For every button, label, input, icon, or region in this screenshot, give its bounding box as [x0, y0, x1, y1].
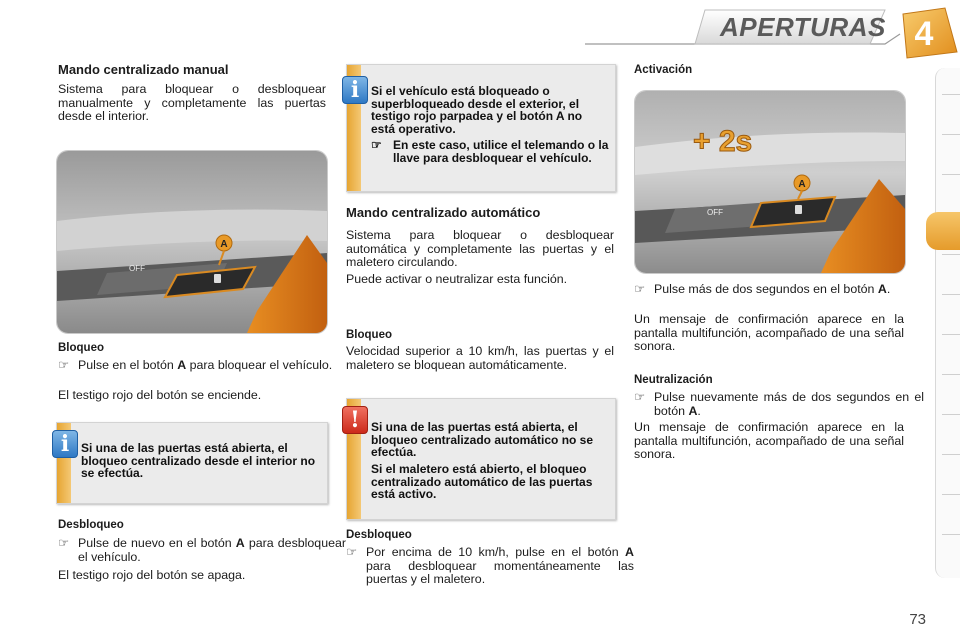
bloqueo-instruction-left: ☞ Pulse en el botón A para bloquear el vehículo. [58, 358, 333, 372]
hand-pointer-icon: ☞ [58, 358, 70, 372]
svg-text:OFF: OFF [129, 264, 145, 273]
button-a-label: A [220, 239, 228, 250]
activacion-instruction: ☞ Pulse más de dos segundos en el botón A. [634, 282, 891, 296]
hand-pointer-icon: ☞ [58, 536, 70, 550]
activacion-text: Un mensaje de confirmación aparece en la pantalla multifunción, acompañado de una señal sonora. [634, 312, 904, 353]
door-panel-image-right [634, 90, 906, 274]
neutralizacion-heading: Neutralización [634, 374, 713, 386]
activacion-heading: Activación [634, 64, 693, 76]
bloqueo-heading-left: Bloqueo [58, 342, 104, 354]
desbloqueo-heading-middle: Desbloqueo [346, 529, 412, 541]
hand-pointer-icon: ☞ [371, 138, 382, 152]
info-note-middle: Si el vehículo está bloqueado o superbloqueado desde el exterior, el testigo rojo parpadea y el botón A no está operativo. ☞ En este caso, utilice el telemando o la llave para desbloquear el vehículo. [346, 64, 616, 192]
hand-pointer-icon: ☞ [634, 390, 646, 404]
desbloqueo-heading-left: Desbloqueo [58, 519, 124, 531]
active-chapter-tab [926, 212, 960, 250]
section-heading-automatic: Mando centralizado automático [346, 205, 541, 220]
desbloqueo-instruction-middle: ☞ Por encima de 10 km/h, pulse en el botón A para desbloquear momentáneamente las puertas y el maletero. [346, 545, 634, 586]
info-icon: i [342, 76, 368, 104]
chapter-title: APERTURAS [720, 12, 886, 42]
chapter-number: 4 [914, 15, 934, 53]
neutralizacion-text: Un mensaje de confirmación aparece en la pantalla multifunción, acompañado de una señal sonora. [634, 420, 904, 461]
svg-text:OFF: OFF [707, 208, 723, 217]
automatic-intro-2: Puede activar o neutralizar esta función. [346, 272, 568, 286]
hold-duration-overlay: + 2s [693, 125, 753, 158]
manual-intro: Sistema para bloquear o desbloquear manualmente y completamente las puertas desde el interior. [58, 82, 326, 123]
bloqueo-heading-middle: Bloqueo [346, 329, 392, 341]
info-note-left: Si una de las puertas está abierta, el bloqueo centralizado desde el interior no se efectúa. [56, 422, 328, 504]
button-a-label: A [798, 179, 806, 190]
door-panel-image-left [56, 150, 328, 334]
desbloqueo-instruction-left: ☞ Pulse de nuevo en el botón A para desbloquear el vehículo. [58, 536, 346, 564]
warning-note: Si una de las puertas está abierta, el bloqueo centralizado automático no se efectúa. Si el maletero está abierto, el bloqueo centralizado automático de las puertas está activo. [346, 398, 616, 520]
hand-pointer-icon: ☞ [346, 545, 358, 559]
warning-icon: ! [342, 406, 368, 434]
page-number: 73 [909, 611, 926, 628]
bloqueo-note-left: El testigo rojo del botón se enciende. [58, 388, 262, 402]
desbloqueo-note-left: El testigo rojo del botón se apaga. [58, 568, 246, 582]
neutralizacion-instruction: ☞ Pulse nuevamente más de dos segundos en el botón A. [634, 390, 924, 418]
section-heading-manual: Mando centralizado manual [58, 62, 229, 77]
hand-pointer-icon: ☞ [634, 282, 646, 296]
bloqueo-text-middle: Velocidad superior a 10 km/h, las puertas y el maletero se bloquean automáticamente. [346, 344, 614, 372]
chapter-tabs [935, 68, 960, 578]
info-icon: i [52, 430, 78, 458]
automatic-intro: Sistema para bloquear o desbloquear automática y completamente las puertas y el maletero circulando. [346, 228, 614, 269]
